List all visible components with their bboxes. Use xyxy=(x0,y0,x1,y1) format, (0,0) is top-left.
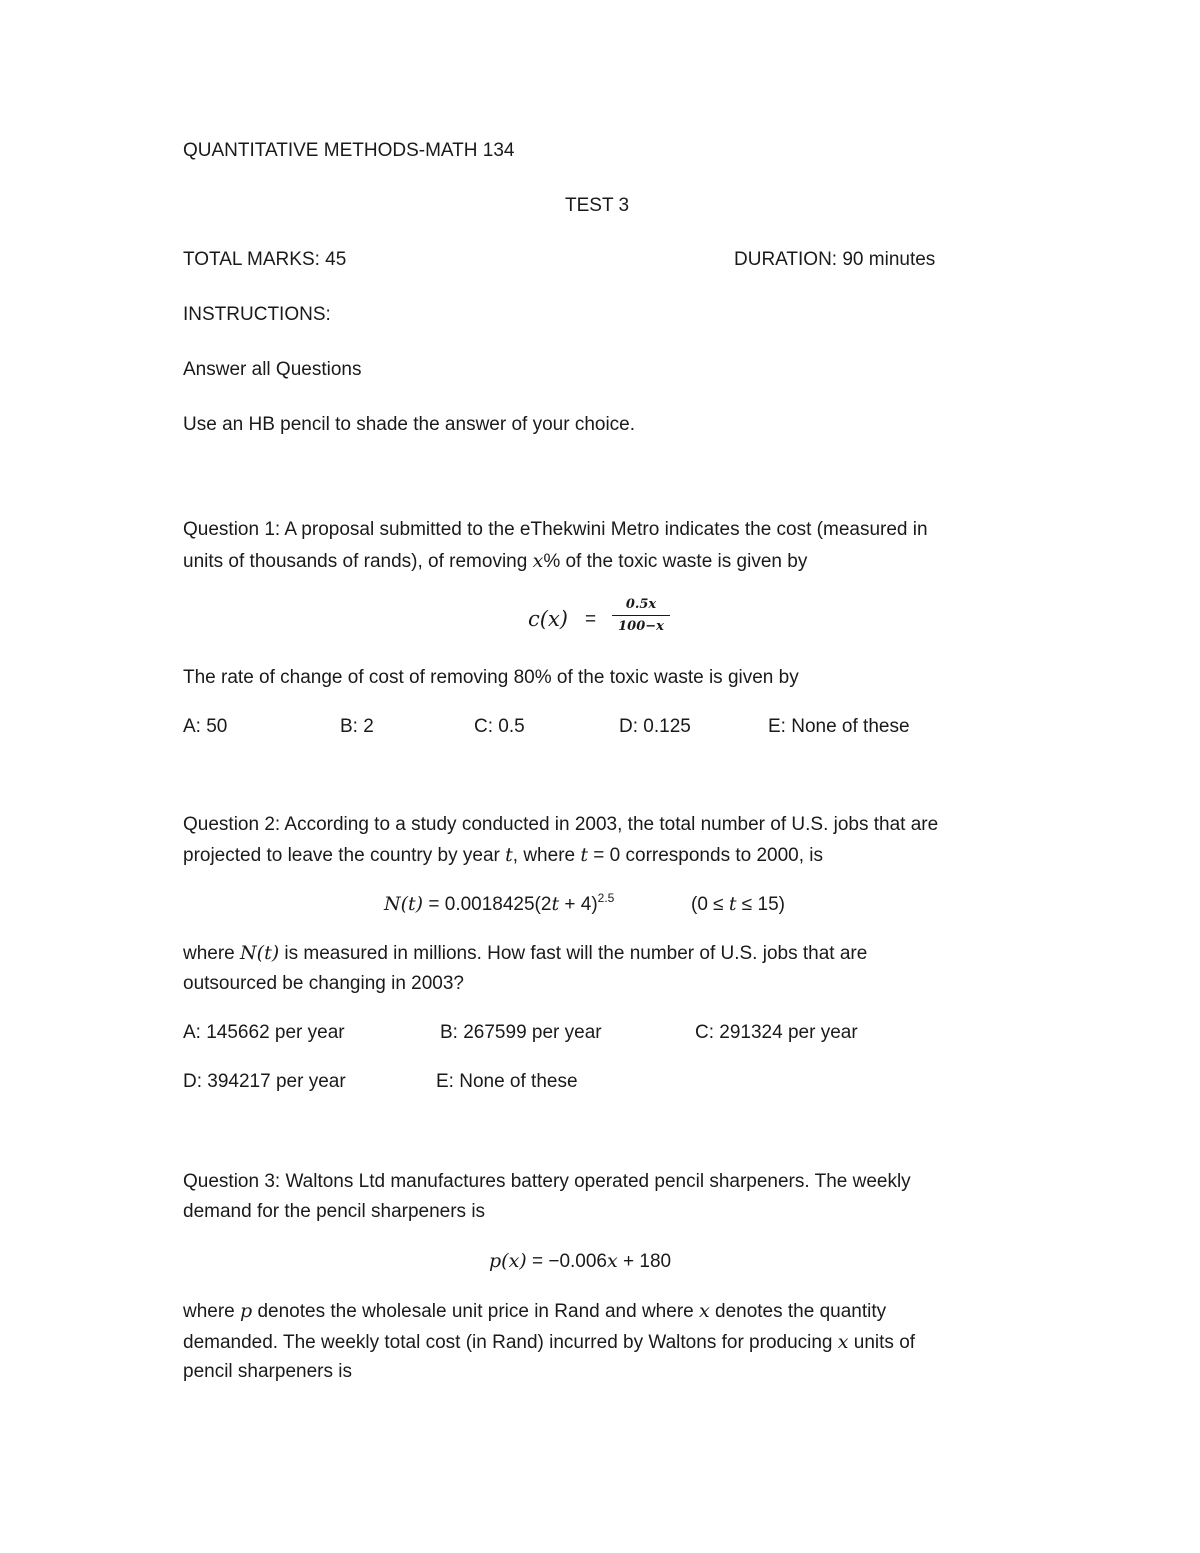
q2-line-3 xyxy=(183,940,867,967)
q3-line-1: Question 3: Waltons Ltd manufactures battery operated pencil sharpeners. The weekly xyxy=(183,1171,911,1192)
q2-formula-mid: = 0.0018425(2 xyxy=(423,894,552,915)
q1-formula-lhs: c(x) xyxy=(528,607,568,631)
q2-var-t-2: t xyxy=(580,844,589,866)
q2-option-a[interactable]: A: 145662 per year xyxy=(183,1022,345,1043)
q1-option-e[interactable]: E: None of these xyxy=(768,716,910,737)
q1-formula-eq: = xyxy=(585,609,597,630)
q2-formula-exponent: 2.5 xyxy=(597,891,615,905)
q1-line-2a: units of thousands of rands), of removing xyxy=(183,551,533,572)
q2-option-b[interactable]: B: 267599 per year xyxy=(440,1022,602,1043)
duration: DURATION: 90 minutes xyxy=(734,249,936,270)
q3-line-5: pencil sharpeners is xyxy=(183,1361,352,1382)
q2-line-2a: projected to leave the country by year xyxy=(183,845,506,866)
q3-line-3a: where xyxy=(183,1301,241,1322)
q3-formula xyxy=(489,1248,671,1275)
q2-line-4: outsourced be changing in 2003? xyxy=(183,973,465,994)
instruction-hb-pencil: Use an HB pencil to shade the answer of your choice. xyxy=(183,414,636,435)
q1-line-2 xyxy=(183,548,807,575)
q3-formula-x: x xyxy=(607,1250,618,1272)
q3-line-3b: denotes the wholesale unit price in Rand and where xyxy=(252,1301,699,1322)
test-title: TEST 3 xyxy=(565,195,630,216)
q2-formula-lhs: N(t) xyxy=(384,893,424,915)
q2-line-3a: where xyxy=(183,943,241,964)
q3-line-3c: denotes the quantity xyxy=(709,1301,887,1322)
q1-var-x: x xyxy=(532,550,544,572)
q2-line-1: Question 2: According to a study conducted in 2003, the total number of U.S. jobs that are xyxy=(183,814,939,835)
q2-domain xyxy=(691,891,785,918)
q2-formula xyxy=(384,891,614,919)
q3-line-4 xyxy=(183,1329,915,1356)
q2-option-e[interactable]: E: None of these xyxy=(436,1071,578,1092)
q3-var-p: p xyxy=(240,1300,253,1322)
q1-fraction xyxy=(612,597,670,635)
q1-line-2b: % of the toxic waste is given by xyxy=(543,551,808,572)
q3-formula-rhs-b: + 180 xyxy=(617,1251,672,1272)
q2-var-t-1: t xyxy=(505,844,513,866)
q3-var-x-2: x xyxy=(837,1331,849,1353)
q1-option-d[interactable]: D: 0.125 xyxy=(619,716,691,737)
q3-line-3 xyxy=(183,1298,886,1325)
q2-line-2 xyxy=(183,842,823,869)
q3-line-4b: units of xyxy=(848,1332,916,1353)
q3-line-2: demand for the pencil sharpeners is xyxy=(183,1201,486,1222)
q3-var-x-1: x xyxy=(699,1300,710,1322)
q3-formula-rhs-a: = −0.006 xyxy=(526,1251,607,1272)
q2-domain-b: ≤ 15) xyxy=(736,894,785,915)
q2-line-2c: = 0 corresponds to 2000, is xyxy=(588,845,824,866)
q2-option-c[interactable]: C: 291324 per year xyxy=(695,1022,858,1043)
q1-question-line: The rate of change of cost of removing 80% of the toxic waste is given by xyxy=(183,667,799,688)
q3-formula-lhs: p(x) xyxy=(489,1250,527,1272)
q2-line-3b: is measured in millions. How fast will the number of U.S. jobs that are xyxy=(279,943,868,964)
total-marks: TOTAL MARKS: 45 xyxy=(183,249,347,270)
q2-domain-a: (0 ≤ xyxy=(691,894,729,915)
q2-line-3-func: N(t) xyxy=(240,942,280,964)
q1-line-1: Question 1: A proposal submitted to the eThekwini Metro indicates the cost (measured in xyxy=(183,519,928,540)
q2-option-d[interactable]: D: 394217 per year xyxy=(183,1071,346,1092)
course-title: QUANTITATIVE METHODS-MATH 134 xyxy=(183,140,515,161)
q1-option-a[interactable]: A: 50 xyxy=(183,716,228,737)
instructions-heading: INSTRUCTIONS: xyxy=(183,304,331,325)
q2-formula-mid2: + 4) xyxy=(559,894,598,915)
q1-numerator: 0.5x xyxy=(625,597,657,612)
q2-domain-t: t xyxy=(728,893,737,915)
q2-line-2b: , where xyxy=(512,845,581,866)
q1-fraction-bar xyxy=(612,615,670,616)
instruction-answer-all: Answer all Questions xyxy=(183,359,362,380)
q1-denominator: 100−x xyxy=(618,619,664,634)
q1-option-b[interactable]: B: 2 xyxy=(340,716,374,737)
q2-formula-t: t xyxy=(551,893,560,915)
q3-line-4a: demanded. The weekly total cost (in Rand) incurred by Waltons for producing xyxy=(183,1332,838,1353)
q1-option-c[interactable]: C: 0.5 xyxy=(474,716,525,737)
